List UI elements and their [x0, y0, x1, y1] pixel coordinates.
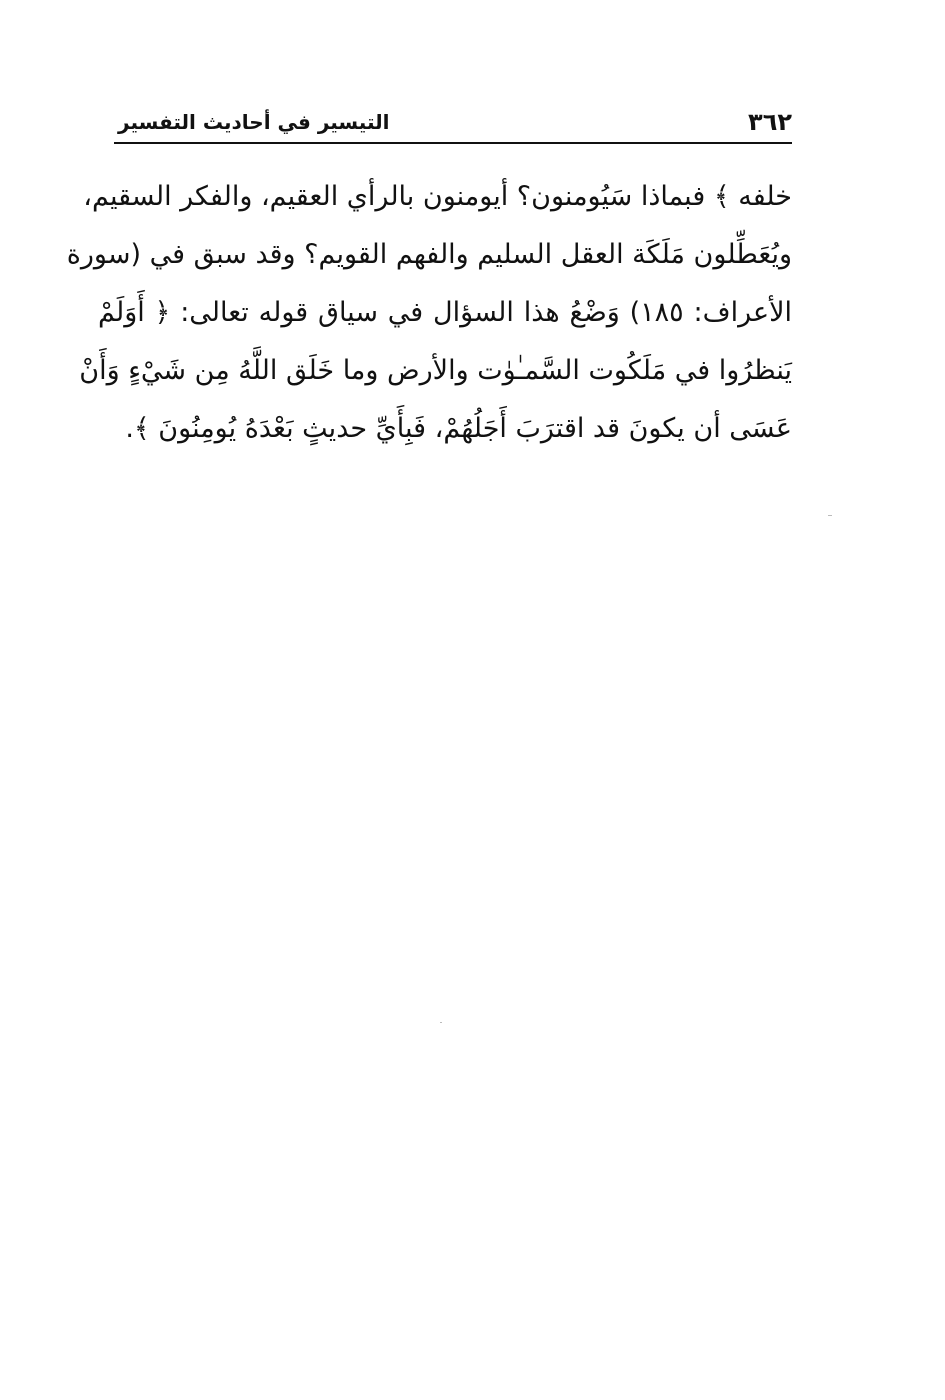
book-title: التيسير في أحاديث التفسير [118, 110, 390, 134]
body-paragraph [66, 168, 792, 458]
text-line: خلفه ﴾ فبماذا سَيُومنون؟ أيومنون بالرأي العقيم، والفكر السقيم، [83, 181, 792, 212]
text-line: يَنظرُوا في مَلَكُوت السَّمـٰوٰت والأرض وما خَلَق اللَّهُ مِن شَيْءٍ وَأَنْ [79, 355, 792, 386]
text-line: عَسَى أن يكونَ قد اقترَبَ أَجَلُهُمْ، فَبِأَيِّ حديثٍ بَعْدَهُ يُومِنُونَ ﴾. [125, 413, 792, 444]
running-header [112, 104, 792, 144]
scan-speck [440, 1022, 442, 1023]
page-number: ٣٦٢ [748, 108, 792, 136]
text-line: ويُعَطِّلون مَلَكَة العقل السليم والفهم القويم؟ وقد سبق في (سورة [66, 239, 792, 270]
text-line: الأعراف: ١٨٥) وَضْعُ هذا السؤال في سياق قوله تعالى: ﴿ أَوَلَمْ [98, 297, 792, 328]
header-divider [114, 142, 792, 144]
scan-speck [828, 515, 832, 516]
